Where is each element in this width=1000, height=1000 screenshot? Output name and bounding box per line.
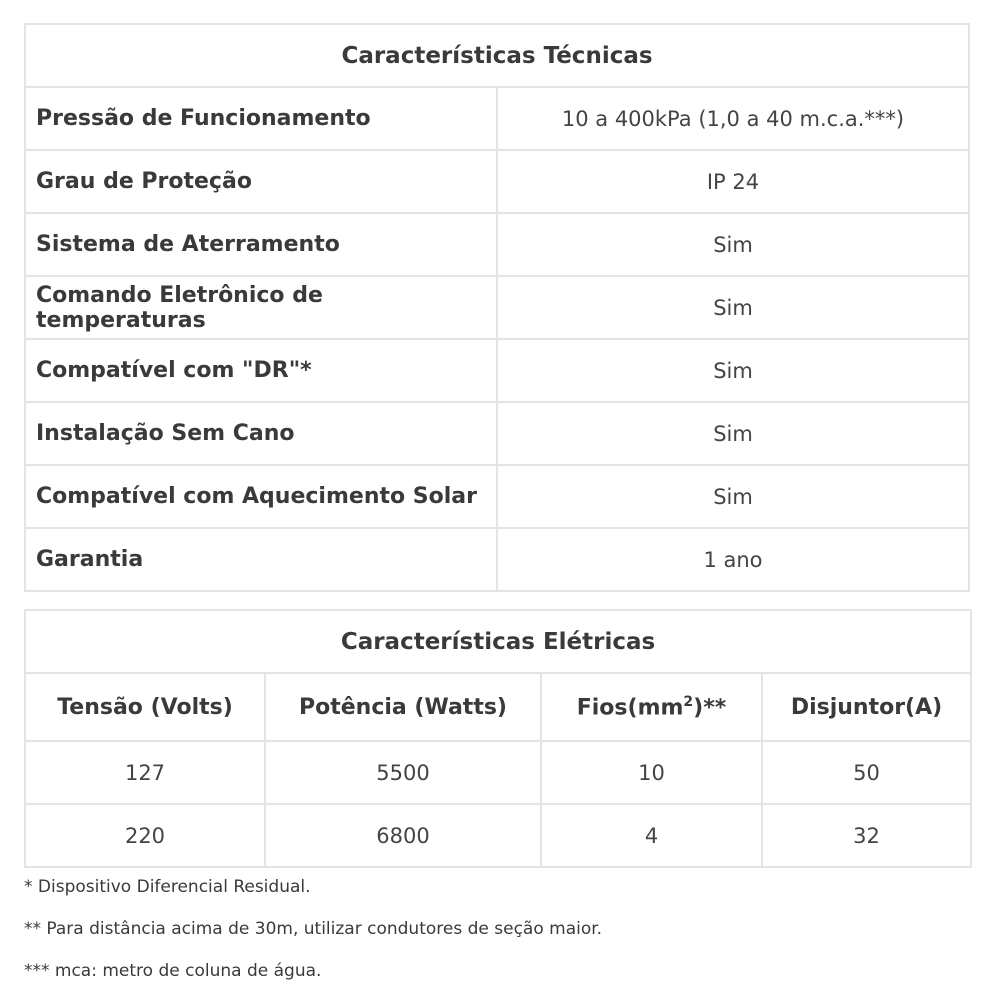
- breaker-cell: 32: [762, 804, 971, 867]
- electrical-characteristics-table: [24, 609, 972, 868]
- technical-characteristics-table: [24, 23, 970, 592]
- row-label: Comando Eletrônico de temperaturas: [25, 276, 497, 339]
- wires-header-superscript: 2: [683, 693, 694, 710]
- footnote: *** mca: metro de coluna de água.: [24, 961, 322, 981]
- table-row: [25, 339, 969, 402]
- row-label: Sistema de Aterramento: [25, 213, 497, 276]
- power-cell: 6800: [265, 804, 541, 867]
- footnotes: [24, 872, 970, 998]
- row-value: 1 ano: [497, 528, 969, 591]
- row-value: Sim: [497, 465, 969, 528]
- wires-cell: 4: [541, 804, 762, 867]
- column-header-row: [25, 673, 971, 741]
- row-label: Pressão de Funcionamento: [25, 87, 497, 150]
- footnote: * Dispositivo Diferencial Residual.: [24, 877, 311, 897]
- electrical-table-title: Características Elétricas: [25, 610, 971, 673]
- wires-header-suffix: )**: [693, 695, 727, 721]
- table-row: [25, 804, 971, 867]
- wires-header-prefix: Fios(mm: [576, 695, 684, 721]
- power-cell: 5500: [265, 741, 541, 804]
- row-value: Sim: [497, 213, 969, 276]
- row-value: Sim: [497, 402, 969, 465]
- voltage-column-header: Tensão (Volts): [25, 673, 265, 741]
- voltage-cell: 220: [25, 804, 265, 867]
- row-label: Instalação Sem Cano: [25, 402, 497, 465]
- table-row: [25, 402, 969, 465]
- table-row: [25, 528, 969, 591]
- technical-table-title: Características Técnicas: [25, 24, 969, 87]
- table-row: [25, 213, 969, 276]
- row-value: Sim: [497, 276, 969, 339]
- wires-column-header: [541, 673, 762, 741]
- row-label: Compatível com Aquecimento Solar: [25, 465, 497, 528]
- table-row: [25, 150, 969, 213]
- row-label: Garantia: [25, 528, 497, 591]
- row-value: IP 24: [497, 150, 969, 213]
- breaker-column-header: Disjuntor(A): [762, 673, 971, 741]
- table-row: [25, 741, 971, 804]
- voltage-cell: 127: [25, 741, 265, 804]
- table-row: [25, 87, 969, 150]
- wires-cell: 10: [541, 741, 762, 804]
- row-label: Compatível com "DR"*: [25, 339, 497, 402]
- footnote: ** Para distância acima de 30m, utilizar condutores de seção maior.: [24, 919, 603, 939]
- breaker-cell: 50: [762, 741, 971, 804]
- table-row: [25, 276, 969, 339]
- table-row: [25, 465, 969, 528]
- power-column-header: Potência (Watts): [265, 673, 541, 741]
- row-label: Grau de Proteção: [25, 150, 497, 213]
- row-value: Sim: [497, 339, 969, 402]
- row-value: 10 a 400kPa (1,0 a 40 m.c.a.***): [497, 87, 969, 150]
